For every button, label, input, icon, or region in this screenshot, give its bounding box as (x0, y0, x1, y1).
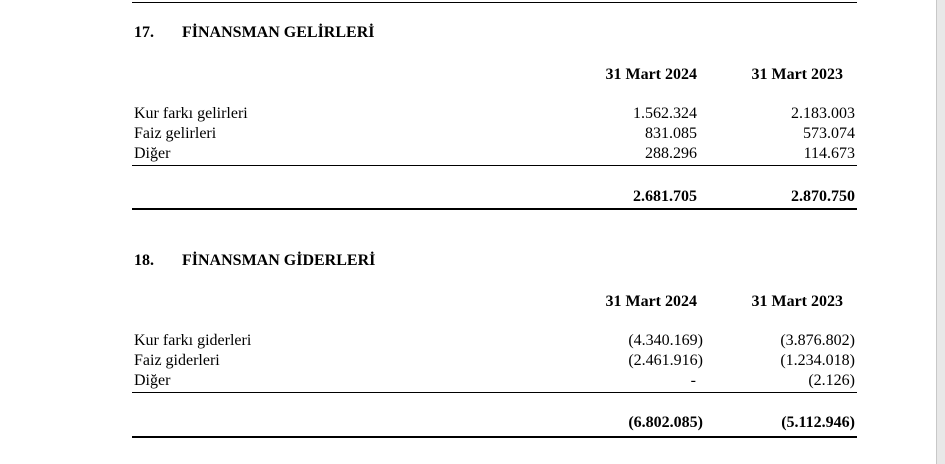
value-2024: (2.461.916) (628, 352, 703, 369)
value-2023: (2.126) (808, 372, 855, 389)
section-number: 18. (134, 252, 154, 269)
total-2023: 2.870.750 (791, 188, 855, 205)
total-rule (132, 208, 857, 210)
section-title: FİNANSMAN GİDERLERİ (182, 252, 376, 269)
value-2023: (3.876.802) (780, 332, 855, 349)
section-title: FİNANSMAN GELİRLERİ (182, 24, 375, 41)
value-2023: 573.074 (803, 125, 855, 142)
row-label: Kur farkı gelirleri (134, 105, 248, 122)
row-label: Faiz giderleri (134, 352, 220, 369)
row-label: Diğer (134, 145, 171, 162)
value-2024: - (690, 372, 696, 389)
table-row (0, 124, 945, 144)
section-number: 17. (134, 24, 154, 41)
subtotal-rule (132, 165, 857, 166)
value-2024: (4.340.169) (628, 332, 703, 349)
table-row (0, 104, 945, 124)
total-2024: (6.802.085) (628, 414, 703, 431)
section-heading (134, 252, 375, 270)
total-row (0, 187, 945, 207)
table-row (0, 371, 945, 391)
row-label: Diğer (134, 372, 171, 389)
page-edge-scrollbar (936, 0, 945, 464)
column-header-2024: 31 Mart 2024 (605, 66, 697, 83)
top-cut-rule (132, 2, 857, 3)
value-2023: 2.183.003 (791, 105, 855, 122)
table-row (0, 331, 945, 351)
total-2024: 2.681.705 (633, 188, 697, 205)
value-2024: 831.085 (645, 125, 697, 142)
value-2024: 1.562.324 (633, 105, 697, 122)
row-label: Faiz gelirleri (134, 125, 217, 142)
table-row (0, 351, 945, 371)
row-label: Kur farkı giderleri (134, 332, 252, 349)
value-2023: (1.234.018) (780, 352, 855, 369)
section-heading (134, 24, 374, 42)
table-row (0, 144, 945, 164)
total-row (0, 413, 945, 433)
column-header-2024: 31 Mart 2024 (605, 293, 697, 310)
column-header-2023: 31 Mart 2023 (751, 293, 843, 310)
total-2023: (5.112.946) (781, 414, 855, 431)
total-rule (132, 436, 857, 438)
value-2024: 288.296 (645, 145, 697, 162)
value-2023: 114.673 (803, 145, 855, 162)
column-header-2023: 31 Mart 2023 (751, 66, 843, 83)
subtotal-rule (132, 392, 857, 393)
